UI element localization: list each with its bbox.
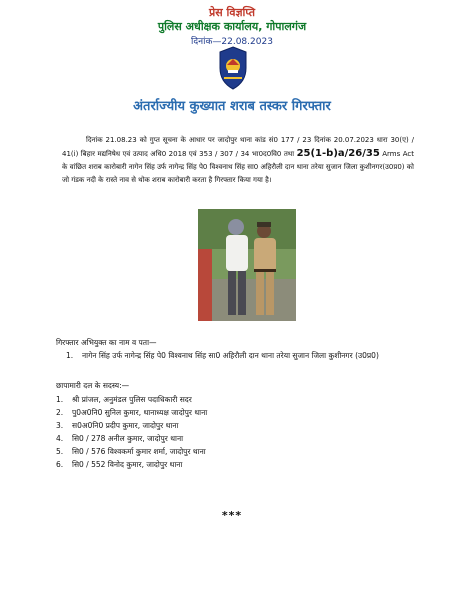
arrested-section-title: गिरफ्तार अभियुक्त का नाम व पता— bbox=[56, 338, 157, 347]
office-name: पुलिस अधीक्षक कार्यालय, गोपालगंज bbox=[157, 20, 307, 33]
press-release-heading: प्रेस विज्ञप्ति bbox=[208, 6, 256, 19]
headline: अंतर्राज्यीय कुख्यात शराब तस्कर गिरफ्तार bbox=[133, 99, 331, 114]
list-item-text: पु0अ0नि0 सुनिल कुमार, थानाध्यक्ष जादोपुर थाना bbox=[72, 408, 208, 417]
arrested-item-number: 1. bbox=[66, 351, 74, 360]
list-item-number: 5. bbox=[56, 447, 64, 456]
list-item-number: 4. bbox=[56, 434, 64, 443]
list-item-text: श्री प्रांजल, अनुमंडल पुलिस पदाधिकारी सदर bbox=[72, 395, 192, 404]
list-item-text: सि0 / 552 विनोद कुमार, जादोपुर थाना bbox=[72, 460, 183, 469]
list-item-text: सि0 / 278 अनील कुमार, जादोपुर थाना bbox=[72, 434, 184, 443]
release-date: दिनांक—22.08.2023 bbox=[191, 37, 273, 47]
body-text-part2: Arms Act के वांछित शराब कारोबारी नागेन सिंह उर्फ नागेन्द्र सिंह पे0 विश्वनाथ सिंह सा0 अहिरौली दान थाना तरेया सुजान जिला कुशीनगर(उ0प्र0) को जो गंडक नदी के रास्ते नाव से थोक शराब कारोबारी करता है गिरफ्तार किया गया है। bbox=[62, 150, 414, 184]
police-emblem-icon bbox=[218, 46, 248, 90]
arms-act-section: 25(1-b)a/26/35 bbox=[296, 148, 380, 159]
arrested-item-text: नागेन सिंह उर्फ नागेन्द्र सिंह पे0 विश्वनाथ सिंह सा0 अहिरौली दान थाना तरेया सुजान जिला कुशीनगर (उ0प्र0) bbox=[82, 351, 379, 360]
raid-team-list bbox=[56, 393, 416, 471]
end-marker: *** bbox=[221, 509, 243, 522]
body-text-part1: दिनांक 21.08.23 को गुप्त सूचना के आधार पर जादोपुर थाना कांड सं0 177 / 23 दिनांक 20.07.2023 धारा 30(ए) / 41(i) बिहार मद्यनिषेध एवं उत्पाद अधि0 2018 एवं 353 / 307 / 34 भा0द0वि0 तथा bbox=[62, 136, 414, 158]
list-item-text: स0अ0नि0 प्रदीप कुमार, जादोपुर थाना bbox=[72, 421, 179, 430]
raid-team-title: छापामारी दल के सदस्य:— bbox=[56, 381, 130, 390]
list-item-number: 6. bbox=[56, 460, 64, 469]
list-item-number: 2. bbox=[56, 408, 64, 417]
list-item bbox=[56, 458, 416, 471]
list-item-number: 1. bbox=[56, 395, 64, 404]
list-item bbox=[56, 419, 416, 432]
list-item bbox=[56, 432, 416, 445]
list-item-number: 3. bbox=[56, 421, 64, 430]
list-item bbox=[56, 406, 416, 419]
list-item bbox=[56, 445, 416, 458]
arrest-photo bbox=[198, 209, 296, 321]
body-paragraph bbox=[62, 134, 414, 187]
list-item bbox=[56, 393, 416, 406]
list-item-text: सि0 / 576 विश्वकर्मा कुमार शर्मा, जादोपुर थाना bbox=[72, 447, 206, 456]
